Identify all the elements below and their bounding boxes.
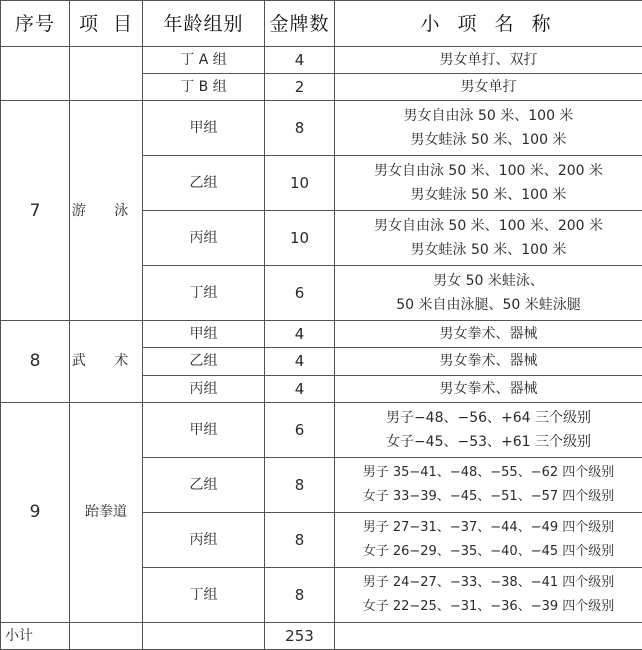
event-line: 男女 50 米蛙泳、 <box>433 273 544 290</box>
event-line: 男女自由泳 50 米、100 米 <box>403 108 574 125</box>
project-cell: 游 泳 <box>70 101 143 321</box>
group-cell: 丁组 <box>143 266 265 321</box>
event-line: 男子 27−31、−37、−44、−49 四个级别 <box>362 519 615 535</box>
event-line: 男女拳术、器械 <box>439 353 538 370</box>
project-cell: 跆拳道 <box>70 402 143 622</box>
seq-cell: 7 <box>1 101 70 321</box>
event-line: 女子 26−29、−35、−40、−45 四个级别 <box>362 543 615 559</box>
subtotal-medals: 253 <box>265 622 335 649</box>
subtotal-empty <box>335 622 642 649</box>
event-line: 男女自由泳 50 米、100 米、200 米 <box>373 218 604 235</box>
medals-cell: 10 <box>265 156 335 211</box>
medals-cell: 4 <box>265 348 335 375</box>
event-line: 50 米自由泳腿、50 米蛙泳腿 <box>396 297 581 314</box>
medals-cell: 10 <box>265 211 335 266</box>
event-line: 男女拳术、器械 <box>439 380 538 397</box>
events-cell <box>335 402 642 457</box>
group-cell: 丁组 <box>143 567 265 622</box>
events-cell <box>335 266 642 321</box>
table-row <box>1 101 642 156</box>
event-line: 男女蛙泳 50 米、100 米 <box>410 242 567 259</box>
header-events: 小 项 名 称 <box>335 1 642 47</box>
medals-cell: 4 <box>265 47 335 74</box>
table-row <box>1 47 642 74</box>
event-line: 女子 22−25、−31、−36、−39 四个级别 <box>362 598 615 614</box>
events-cell <box>335 457 642 512</box>
events-cell <box>335 567 642 622</box>
event-line: 男女蛙泳 50 米、100 米 <box>410 187 567 204</box>
medals-cell: 8 <box>265 101 335 156</box>
medals-cell: 8 <box>265 512 335 567</box>
table-row <box>1 321 642 348</box>
header-project: 项 目 <box>70 1 143 47</box>
group-cell: 丁 A 组 <box>143 47 265 74</box>
event-line: 男子 24−27、−33、−38、−41 四个级别 <box>362 574 615 590</box>
subtotal-empty <box>70 622 143 649</box>
group-cell: 甲组 <box>143 101 265 156</box>
event-line: 男子−48、−56、+64 三个级别 <box>385 409 592 426</box>
event-line: 男女单打、双打 <box>439 52 538 69</box>
header-row <box>1 1 642 47</box>
event-line: 男女蛙泳 50 米、100 米 <box>410 132 567 149</box>
subtotal-empty <box>143 622 265 649</box>
group-cell: 乙组 <box>143 156 265 211</box>
event-line: 女子−45、−53、+61 三个级别 <box>385 433 592 450</box>
medals-cell: 4 <box>265 321 335 348</box>
seq-cell-empty <box>1 47 70 101</box>
subtotal-label: 小计 <box>1 622 70 649</box>
events-cell <box>335 101 642 156</box>
events-cell <box>335 47 642 74</box>
table-row <box>1 402 642 457</box>
group-cell: 乙组 <box>143 457 265 512</box>
event-line: 男女自由泳 50 米、100 米、200 米 <box>373 163 604 180</box>
group-cell: 乙组 <box>143 348 265 375</box>
group-cell: 丁 B 组 <box>143 74 265 101</box>
medals-cell: 2 <box>265 74 335 101</box>
medals-cell: 6 <box>265 266 335 321</box>
group-cell: 丙组 <box>143 375 265 402</box>
subtotal-row <box>1 622 642 649</box>
header-age-group: 年龄组别 <box>143 1 265 47</box>
event-line: 女子 33−39、−45、−51、−57 四个级别 <box>362 488 615 504</box>
event-line: 男女单打 <box>460 79 517 96</box>
seq-cell: 9 <box>1 402 70 622</box>
events-cell <box>335 512 642 567</box>
group-cell: 丙组 <box>143 512 265 567</box>
medals-cell: 8 <box>265 567 335 622</box>
header-medals: 金牌数 <box>265 1 335 47</box>
event-line: 男女拳术、器械 <box>439 326 538 343</box>
seq-cell: 8 <box>1 321 70 402</box>
events-cell <box>335 156 642 211</box>
events-cell <box>335 348 642 375</box>
medals-cell: 8 <box>265 457 335 512</box>
events-cell <box>335 375 642 402</box>
project-cell: 武 术 <box>70 321 143 402</box>
events-cell <box>335 211 642 266</box>
events-cell <box>335 321 642 348</box>
medals-cell: 4 <box>265 375 335 402</box>
project-cell-empty <box>70 47 143 101</box>
events-cell <box>335 74 642 101</box>
group-cell: 丙组 <box>143 211 265 266</box>
group-cell: 甲组 <box>143 402 265 457</box>
medals-cell: 6 <box>265 402 335 457</box>
group-cell: 甲组 <box>143 321 265 348</box>
event-line: 男子 35−41、−48、−55、−62 四个级别 <box>362 464 615 480</box>
header-seq: 序号 <box>1 1 70 47</box>
